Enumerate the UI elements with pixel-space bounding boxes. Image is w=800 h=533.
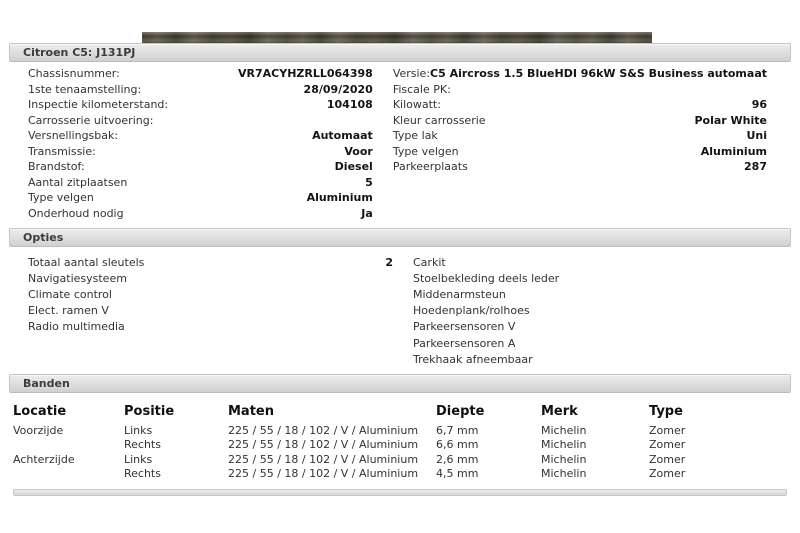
cell-positie: Links: [124, 452, 153, 466]
detail-row: [393, 66, 767, 82]
detail-value: C5 Aircross 1.5 BlueHDI 96kW S&S Business automaat: [430, 67, 767, 81]
banden-column-positie: Positie: [124, 404, 175, 420]
optie-label: Stoelbekleding deels leder: [413, 271, 560, 285]
optie-row: [413, 286, 767, 302]
opties-section: [9, 247, 791, 367]
detail-row: [28, 128, 373, 144]
cell-positie: Rechts: [124, 438, 161, 452]
opties-section-bar: [9, 228, 791, 247]
optie-label: Radio multimedia: [28, 320, 125, 334]
optie-row: [413, 319, 767, 335]
detail-label: Brandstof:: [28, 160, 85, 174]
cell-type: Zomer: [649, 423, 686, 437]
banden-row: [9, 438, 791, 453]
detail-row: [28, 206, 373, 222]
optie-row: [28, 319, 393, 335]
optie-row: [413, 351, 767, 367]
cell-merk: Michelin: [541, 452, 587, 466]
detail-value: Uni: [746, 129, 767, 143]
detail-label: Aantal zitplaatsen: [28, 175, 128, 189]
optie-label: Climate control: [28, 287, 112, 301]
detail-value: Diesel: [334, 160, 373, 174]
details-left-column: [9, 66, 379, 221]
detail-label: Parkeerplaats: [392, 160, 468, 174]
detail-row: [28, 175, 373, 191]
optie-label: Parkeersensoren V: [413, 320, 516, 334]
detail-value: Voor: [344, 144, 373, 158]
cell-locatie: [9, 438, 120, 453]
optie-label: Parkeersensoren A: [413, 336, 516, 350]
optie-label: Navigatiesysteem: [28, 271, 127, 285]
detail-label: Kleur carrosserie: [392, 113, 486, 127]
opties-section-title: Opties: [23, 231, 64, 244]
detail-label: Chassisnummer:: [28, 67, 120, 81]
detail-label: Inspectie kilometerstand:: [28, 98, 169, 112]
detail-label: Versie:: [392, 67, 431, 81]
cell-merk: Michelin: [541, 438, 587, 452]
detail-row: [393, 113, 767, 129]
detail-value: 104108: [326, 98, 373, 112]
detail-row: [28, 144, 373, 160]
cell-type: Zomer: [649, 467, 686, 481]
detail-label: Type lak: [392, 129, 438, 143]
optie-value: 2: [385, 255, 393, 269]
detail-label: Kilowatt:: [392, 98, 441, 112]
optie-label: Middenarmsteun: [413, 287, 506, 301]
detail-row: [393, 82, 767, 98]
detail-label: Versnellingsbak:: [28, 129, 119, 143]
banden-section-bar: [9, 374, 791, 393]
banden-row: [9, 423, 791, 438]
detail-label: Type velgen: [392, 144, 459, 158]
optie-row: [413, 303, 767, 319]
detail-row: [28, 159, 373, 175]
detail-value: Aluminium: [700, 144, 767, 158]
optie-label: Hoedenplank/rolhoes: [413, 304, 530, 318]
detail-row: [28, 190, 373, 206]
banden-header-row: [9, 401, 791, 423]
detail-row: [28, 113, 373, 129]
detail-value: VR7ACYHZRLL064398: [238, 67, 373, 81]
optie-label: Elect. ramen V: [28, 304, 109, 318]
detail-row: [393, 159, 767, 175]
cell-maten: 225 / 55 / 18 / 102 / V / Aluminium: [228, 423, 419, 437]
optie-row: [28, 286, 393, 302]
detail-value: Aluminium: [306, 191, 373, 205]
optie-row: [413, 270, 767, 286]
cell-positie: Links: [124, 423, 153, 437]
cell-diepte: 6,6 mm: [436, 438, 479, 452]
opties-right-column: [399, 254, 791, 367]
detail-value: 96: [751, 98, 767, 112]
detail-row: [28, 97, 373, 113]
opties-left-column: [9, 254, 399, 367]
banden-table: [9, 401, 791, 481]
detail-label: 1ste tenaamstelling:: [28, 82, 142, 96]
detail-value: Ja: [361, 206, 373, 220]
detail-value: 28/09/2020: [303, 82, 373, 96]
empty-section-bar: [13, 489, 787, 496]
banden-row: [9, 452, 791, 467]
banden-column-type: Type: [649, 404, 683, 420]
detail-value: Polar White: [694, 113, 767, 127]
detail-row: [28, 82, 373, 98]
cell-merk: Michelin: [541, 423, 587, 437]
detail-label: Fiscale PK:: [392, 82, 451, 96]
vehicle-record-page: [9, 43, 791, 496]
detail-row: [393, 144, 767, 160]
vehicle-title: Citroen C5: J131PJ: [23, 46, 136, 59]
cell-locatie: Voorzijde: [13, 423, 64, 437]
banden-column-locatie: Locatie: [13, 404, 67, 420]
optie-label: Carkit: [413, 255, 446, 269]
cell-locatie: Achterzijde: [13, 452, 75, 466]
detail-label: Type velgen: [28, 191, 94, 205]
cell-diepte: 6,7 mm: [436, 423, 479, 437]
detail-row: [28, 66, 373, 82]
banden-column-maten: Maten: [228, 404, 274, 420]
detail-label: Transmissie:: [28, 144, 96, 158]
banden-section-title: Banden: [23, 377, 70, 391]
optie-label: Trekhaak afneembaar: [413, 352, 533, 366]
cell-type: Zomer: [649, 438, 686, 452]
detail-label: Onderhoud nodig: [28, 206, 124, 220]
detail-row: [393, 128, 767, 144]
cell-positie: Rechts: [124, 467, 161, 481]
cell-diepte: 4,5 mm: [436, 467, 479, 481]
cell-locatie: [9, 467, 120, 482]
cell-maten: 225 / 55 / 18 / 102 / V / Aluminium: [228, 452, 419, 466]
cell-diepte: 2,6 mm: [436, 452, 479, 466]
detail-label: Carrosserie uitvoering:: [28, 113, 154, 127]
banden-column-diepte: Diepte: [436, 404, 485, 420]
optie-label: Totaal aantal sleutels: [28, 255, 145, 269]
cell-type: Zomer: [649, 452, 686, 466]
banden-row: [9, 467, 791, 482]
details-right-column: [379, 66, 791, 221]
optie-row: [28, 254, 393, 270]
vehicle-title-bar: [9, 43, 791, 62]
optie-row: [413, 335, 767, 351]
cell-merk: Michelin: [541, 467, 587, 481]
optie-row: [28, 303, 393, 319]
optie-row: [28, 270, 393, 286]
cell-maten: 225 / 55 / 18 / 102 / V / Aluminium: [228, 438, 419, 452]
cell-maten: 225 / 55 / 18 / 102 / V / Aluminium: [228, 467, 419, 481]
optie-row: [413, 254, 767, 270]
banden-column-merk: Merk: [541, 404, 578, 420]
detail-row: [393, 97, 767, 113]
detail-value: 5: [365, 175, 373, 189]
detail-value: 287: [744, 160, 767, 174]
details-section: [9, 62, 791, 221]
detail-value: Automaat: [312, 129, 373, 143]
